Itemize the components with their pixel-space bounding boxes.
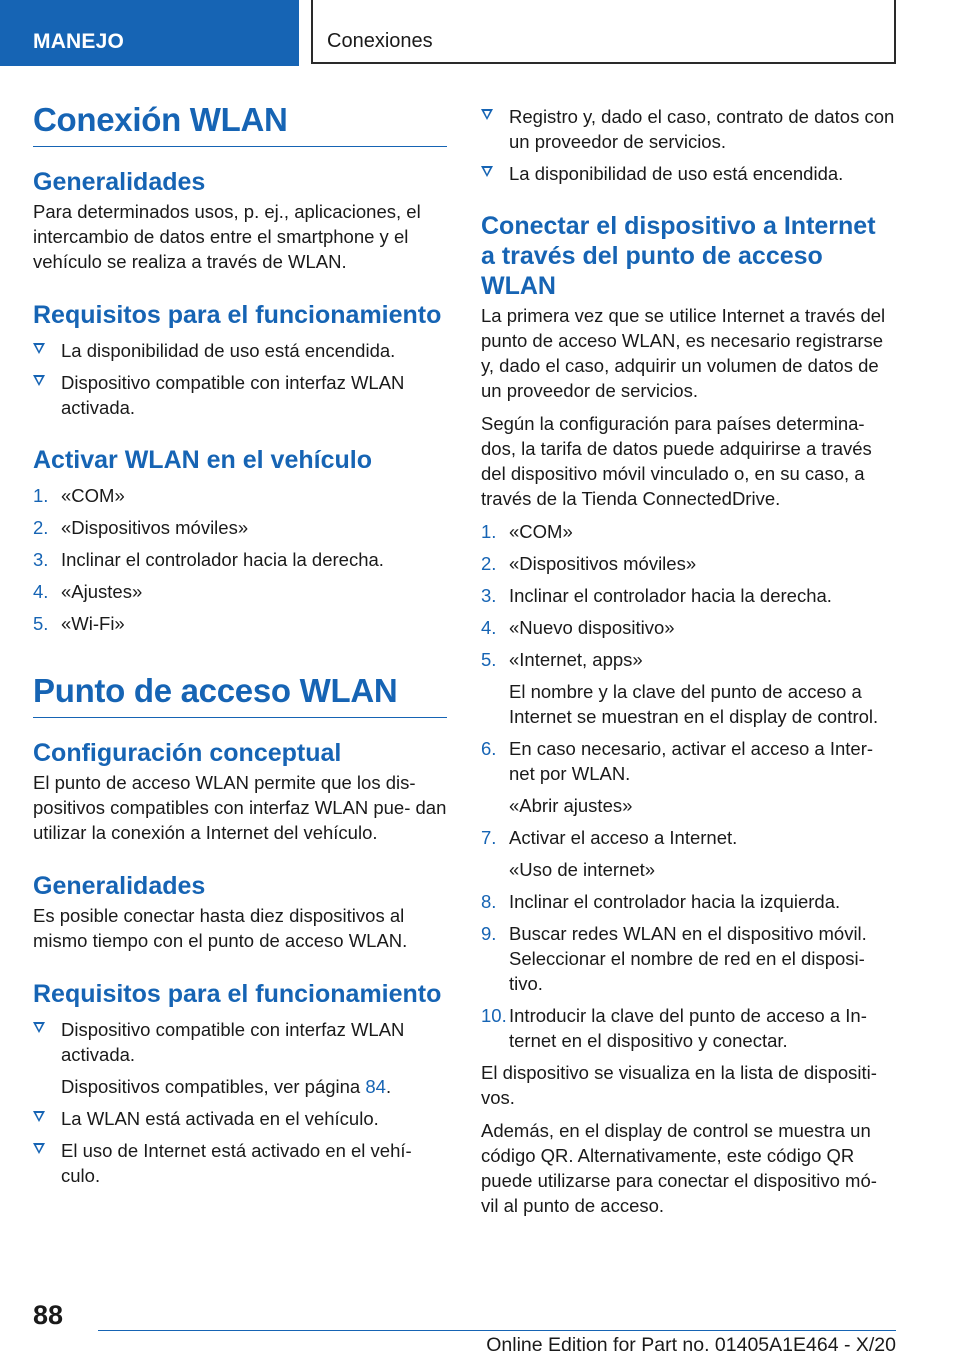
step-number: 3. <box>33 549 49 570</box>
step-text: Inclinar el controlador hacia la derecha. <box>509 585 832 606</box>
list-item-subtext <box>61 1074 447 1099</box>
chapter-tab: MANEJO <box>0 0 299 66</box>
requirements-list-2 <box>33 1017 447 1188</box>
list-item <box>481 889 896 914</box>
page-reference-link[interactable]: 84 <box>365 1076 386 1097</box>
list-item-text: El uso de Internet está activado en el vehí‐ culo. <box>61 1140 412 1186</box>
list-item-text: Registro y, dado el caso, contrato de datos con un proveedor de servicios. <box>509 106 895 152</box>
step-number: 9. <box>481 923 497 944</box>
list-item <box>481 1003 896 1053</box>
step-number: 3. <box>481 585 497 606</box>
paragraph-concept: El punto de acceso WLAN permite que los dis‐ positivos compatibles con interfaz WLAN pue‐ dan utilizar la conexión a Internet del vehículo. <box>33 772 447 843</box>
list-item <box>481 736 896 818</box>
step-number: 10. <box>481 1005 507 1026</box>
list-item <box>33 483 447 508</box>
paragraph-device-list: El dispositivo se visualiza en la lista de dispositi‐ vos. <box>481 1062 877 1108</box>
step-number: 6. <box>481 738 497 759</box>
list-item <box>481 551 896 576</box>
connect-steps <box>481 519 896 1053</box>
triangle-bullet-icon <box>33 343 45 354</box>
list-item-text: Dispositivo compatible con interfaz WLAN activada. <box>61 1019 405 1065</box>
paragraph-general: Para determinados usos, p. ej., aplicaciones, el intercambio de datos entre el smartphone y el vehículo se realiza a través de WLAN. <box>33 201 421 272</box>
footer-divider <box>98 1330 896 1331</box>
heading-connect-device: Conectar el dispositivo a Internet a través del punto de acceso WLAN <box>481 212 876 300</box>
step-text: Activar el acceso a Internet. <box>509 827 738 848</box>
list-item-text: La WLAN está activada en el vehículo. <box>61 1108 379 1129</box>
triangle-bullet-icon <box>481 109 493 120</box>
paragraph-data-tariff: Según la configuración para países determina‐ dos, la tarifa de datos puede adquirirse a través del dispositivo móvil vinculado o, en su caso, a través de la Tienda ConnectedDrive. <box>481 413 872 509</box>
activate-steps <box>33 483 447 636</box>
step-subtext: El nombre y la clave del punto de acceso a Internet se muestran en el display de control. <box>509 681 879 727</box>
period-text: . <box>385 1076 392 1097</box>
step-text: Inclinar el controlador hacia la izquierda. <box>509 891 841 912</box>
list-item-text: La disponibilidad de uso está encendida. <box>509 163 844 184</box>
list-item <box>33 579 447 604</box>
list-item <box>481 615 896 640</box>
triangle-bullet-icon <box>33 1111 45 1122</box>
list-item <box>481 161 896 186</box>
page-number: 88 <box>33 1300 64 1330</box>
list-item <box>33 515 447 540</box>
heading-requirements-2: Requisitos para el funcionamiento <box>33 980 442 1008</box>
step-text: «COM» <box>509 521 573 542</box>
list-item <box>481 583 896 608</box>
list-item <box>481 921 896 996</box>
list-item <box>481 519 896 544</box>
paragraph-general-2: Es posible conectar hasta diez dispositivos al mismo tiempo con el punto de acceso WLAN. <box>33 905 408 951</box>
heading-general: Generalidades <box>33 168 206 196</box>
step-text: «Ajustes» <box>61 581 143 602</box>
paragraph-qr-code: Además, en el display de control se muestra un código QR. Alternativamente, este código QR puede utilizarse para conectar el dispositivo mó‐ vil al punto de acceso. <box>481 1120 877 1216</box>
title-wlan-hotspot: Punto de acceso WLAN <box>33 671 447 718</box>
list-item <box>481 104 896 154</box>
step-number: 4. <box>33 581 49 602</box>
list-item <box>481 647 896 729</box>
list-item <box>33 1106 447 1131</box>
right-column <box>481 104 896 1226</box>
step-number: 7. <box>481 827 497 848</box>
compatible-devices-text: Dispositivos compatibles, ver página <box>61 1076 366 1097</box>
step-number: 2. <box>481 553 497 574</box>
edition-footer: Online Edition for Part no. 01405A1E464 - X/20 <box>486 1334 896 1356</box>
step-subtext: «Abrir ajustes» <box>509 795 633 816</box>
list-item <box>33 1017 447 1099</box>
section-title: Conexiones <box>311 0 896 64</box>
triangle-bullet-icon <box>33 375 45 386</box>
step-number: 8. <box>481 891 497 912</box>
triangle-bullet-icon <box>33 1022 45 1033</box>
step-number: 2. <box>33 517 49 538</box>
step-text: «Wi-Fi» <box>61 613 125 634</box>
step-text: «COM» <box>61 485 125 506</box>
step-text: «Nuevo dispositivo» <box>509 617 675 638</box>
step-number: 4. <box>481 617 497 638</box>
step-subtext: «Uso de internet» <box>509 859 656 880</box>
heading-concept: Configuración conceptual <box>33 739 342 767</box>
heading-requirements: Requisitos para el funcionamiento <box>33 301 442 329</box>
heading-activate-wlan: Activar WLAN en el vehículo <box>33 446 372 474</box>
step-text: En caso necesario, activar el acceso a Inter‐ net por WLAN. <box>509 738 874 784</box>
list-item <box>33 547 447 572</box>
triangle-bullet-icon <box>33 1143 45 1154</box>
paragraph-first-use: La primera vez que se utilice Internet a través del punto de acceso WLAN, es necesario registrarse y, dado el caso, adquirir un volumen de datos de un proveedor de servicios. <box>481 305 886 401</box>
list-item-text: Dispositivo compatible con interfaz WLAN activada. <box>61 372 405 418</box>
step-number: 5. <box>481 649 497 670</box>
title-wlan-connection: Conexión WLAN <box>33 100 447 147</box>
left-column <box>33 100 447 1195</box>
list-item-text: La disponibilidad de uso está encendida. <box>61 340 396 361</box>
step-text: «Internet, apps» <box>509 649 643 670</box>
step-number: 5. <box>33 613 49 634</box>
requirements-list-continued <box>481 104 896 186</box>
list-item <box>33 1138 447 1188</box>
heading-general-2: Generalidades <box>33 872 206 900</box>
step-text: «Dispositivos móviles» <box>509 553 697 574</box>
step-number: 1. <box>481 521 497 542</box>
list-item <box>481 825 896 882</box>
step-number: 1. <box>33 485 49 506</box>
requirements-list <box>33 338 447 420</box>
list-item <box>33 338 447 363</box>
list-item <box>33 370 447 420</box>
step-text: Introducir la clave del punto de acceso a In‐ ternet en el dispositivo y conectar. <box>509 1005 867 1051</box>
step-text: Buscar redes WLAN en el dispositivo móvil. Seleccionar el nombre de red en el disposi‐ tivo. <box>509 923 867 994</box>
list-item <box>33 611 447 636</box>
triangle-bullet-icon <box>481 166 493 177</box>
step-text: «Dispositivos móviles» <box>61 517 249 538</box>
page-header <box>0 0 960 66</box>
step-text: Inclinar el controlador hacia la derecha. <box>61 549 384 570</box>
